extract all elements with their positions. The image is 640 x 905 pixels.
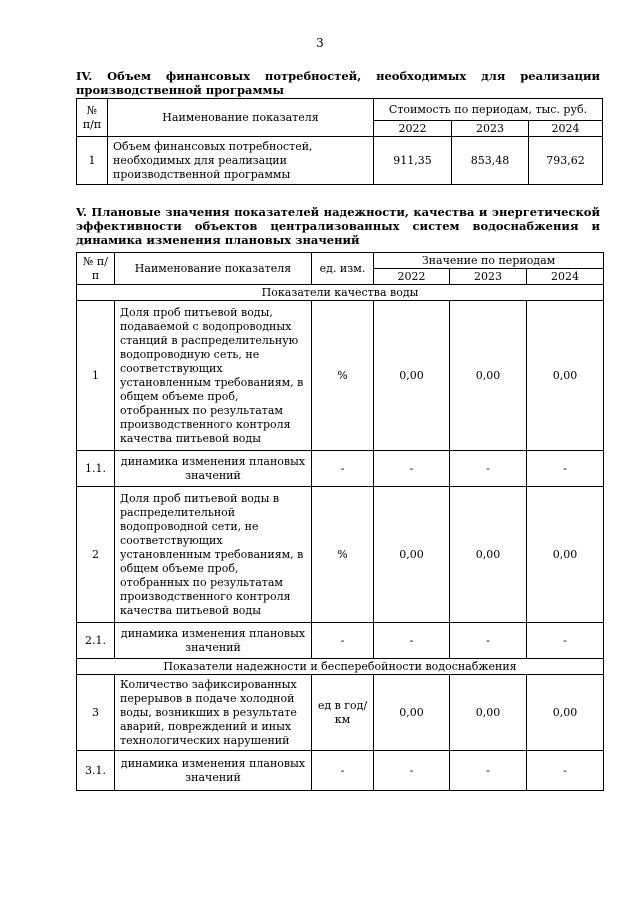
row-unit: - xyxy=(312,751,374,791)
row-value: 0,00 xyxy=(374,301,450,451)
header-year: 2022 xyxy=(374,269,450,285)
row-name: динамика изменения плановых значений xyxy=(115,623,312,659)
row-unit: - xyxy=(312,623,374,659)
header-unit: ед. изм. xyxy=(312,253,374,285)
page-number: 3 xyxy=(316,36,324,50)
header-year: 2023 xyxy=(450,269,527,285)
header-year: 2024 xyxy=(527,269,604,285)
header-num: № п/п xyxy=(77,99,108,137)
financial-needs-table xyxy=(76,98,603,185)
table-row xyxy=(77,623,604,659)
header-year: 2024 xyxy=(529,121,603,137)
row-value: 0,00 xyxy=(450,675,527,751)
row-num: 1 xyxy=(77,301,115,451)
row-num: 1 xyxy=(77,137,108,185)
row-value: 0,00 xyxy=(450,301,527,451)
row-value: 0,00 xyxy=(374,487,450,623)
row-num: 2 xyxy=(77,487,115,623)
row-unit: - xyxy=(312,451,374,487)
row-value: 0,00 xyxy=(374,675,450,751)
row-value: - xyxy=(527,451,604,487)
section-4-heading: IV. Объем финансовых потребностей, необходимых для реализации производственной программы xyxy=(76,69,600,97)
row-value: 853,48 xyxy=(452,137,529,185)
row-value: - xyxy=(374,623,450,659)
row-num: 2.1. xyxy=(77,623,115,659)
indicators-table xyxy=(76,252,604,791)
table-row xyxy=(77,487,604,623)
row-value: - xyxy=(527,623,604,659)
row-value: - xyxy=(450,451,527,487)
row-value: - xyxy=(450,623,527,659)
group-title: Показатели надежности и бесперебойности водоснабжения xyxy=(77,659,604,675)
row-name: Доля проб питьевой воды, подаваемой с водопроводных станций в распределительную водопроводную сеть, не соответствующих установленным требованиям, в общем объеме проб, отобранных по результатам производственного контроля качества питьевой воды xyxy=(115,301,312,451)
group-title: Показатели качества воды xyxy=(77,285,604,301)
row-value: - xyxy=(527,751,604,791)
row-value: 793,62 xyxy=(529,137,603,185)
row-value: - xyxy=(450,751,527,791)
header-period: Значение по периодам xyxy=(374,253,604,269)
row-name: Количество зафиксированных перерывов в подаче холодной воды, возникших в результате аварий, повреждений и иных технологических нарушений xyxy=(115,675,312,751)
table-row xyxy=(77,675,604,751)
header-year: 2023 xyxy=(452,121,529,137)
row-value: 0,00 xyxy=(527,487,604,623)
row-value: 0,00 xyxy=(527,675,604,751)
row-name: динамика изменения плановых значений xyxy=(115,451,312,487)
header-cost: Стоимость по периодам, тыс. руб. xyxy=(374,99,603,121)
row-name: Доля проб питьевой воды в распределительной водопроводной сети, не соответствующих установленным требованиям, в общем объеме проб, отобранных по результатам производственного контроля качества питьевой воды xyxy=(115,487,312,623)
row-value: 0,00 xyxy=(527,301,604,451)
row-num: 3 xyxy=(77,675,115,751)
row-num: 3.1. xyxy=(77,751,115,791)
row-unit: % xyxy=(312,487,374,623)
table-row xyxy=(77,751,604,791)
header-num: № п/п xyxy=(77,253,115,285)
row-name: динамика изменения плановых значений xyxy=(115,751,312,791)
row-num: 1.1. xyxy=(77,451,115,487)
header-name: Наименование показателя xyxy=(108,99,374,137)
row-value: - xyxy=(374,451,450,487)
header-year: 2022 xyxy=(374,121,452,137)
table-row xyxy=(77,451,604,487)
row-value: 911,35 xyxy=(374,137,452,185)
row-unit: ед в год/км xyxy=(312,675,374,751)
header-name: Наименование показателя xyxy=(115,253,312,285)
table-row xyxy=(77,301,604,451)
row-name: Объем финансовых потребностей, необходимых для реализации производственной программы xyxy=(108,137,374,185)
section-5-heading: V. Плановые значения показателей надежности, качества и энергетической эффективности объектов централизованных систем водоснабжения и динамика изменения плановых значений xyxy=(76,205,600,247)
row-value: - xyxy=(374,751,450,791)
row-unit: % xyxy=(312,301,374,451)
row-value: 0,00 xyxy=(450,487,527,623)
table-row xyxy=(77,137,603,185)
